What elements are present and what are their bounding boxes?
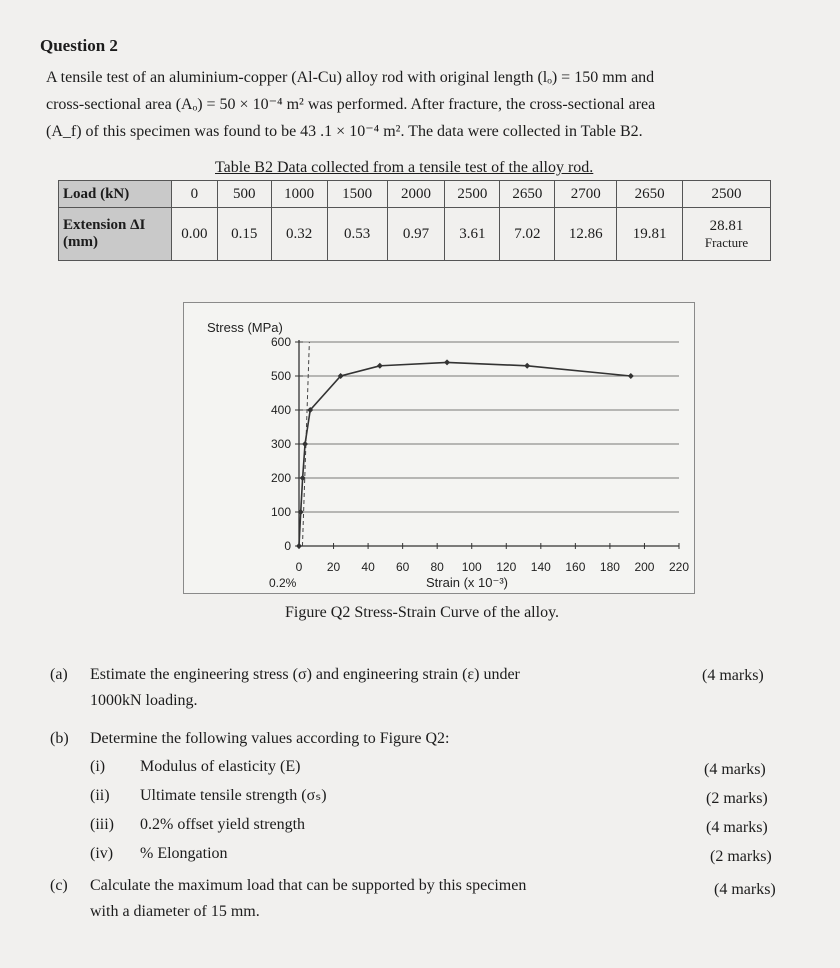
load-cell: 0 <box>171 181 217 208</box>
intro-line-3: (A_f) of this specimen was found to be 43 .1 × 10⁻⁴ m². The data were collected in Table B2. <box>46 123 643 140</box>
extension-cell: 7.02 <box>500 208 555 261</box>
data-point <box>302 441 308 447</box>
part-b-iv-text: % Elongation <box>140 845 228 862</box>
part-b-iv-num: (iv) <box>90 845 114 862</box>
x-tick-label: 140 <box>530 560 551 574</box>
part-c-line1: Calculate the maximum load that can be supported by this specimen <box>90 877 527 894</box>
load-cell: 2500 <box>445 181 500 208</box>
load-cell: 2700 <box>555 181 617 208</box>
part-a-marks: (4 marks) <box>702 667 764 684</box>
stress-strain-chart <box>183 302 695 594</box>
data-point <box>377 363 383 369</box>
data-point <box>628 373 634 379</box>
intro-line-2: cross-sectional area (Aₒ) = 50 × 10⁻⁴ m² was performed. After fracture, the cross-sectional area <box>46 96 656 113</box>
y-tick-label: 400 <box>270 403 291 417</box>
table-row-load <box>59 181 771 208</box>
row-header-extension-line1: Extension ΔI <box>63 217 146 233</box>
data-table <box>58 180 771 261</box>
part-b-text: Determine the following values according to Figure Q2: <box>90 730 450 747</box>
x-tick-label: 0 <box>295 560 303 574</box>
extension-cell: 0.97 <box>387 208 445 261</box>
data-point <box>296 543 302 549</box>
extension-last-value: 28.81 <box>709 217 744 234</box>
x-tick-label: 180 <box>599 560 620 574</box>
question-title: Question 2 <box>40 36 118 55</box>
row-header-extension-line2: (mm) <box>63 234 98 250</box>
data-point <box>444 359 450 365</box>
extension-cell: 0.00 <box>171 208 217 261</box>
part-b-ii-marks: (2 marks) <box>706 790 768 807</box>
figure-caption: Figure Q2 Stress-Strain Curve of the alloy. <box>285 604 560 621</box>
part-b-label: (b) <box>50 730 69 747</box>
y-tick-label: 600 <box>270 335 291 349</box>
x-tick-label: 120 <box>496 560 517 574</box>
extension-cell: 0.15 <box>217 208 271 261</box>
part-b-iii-marks: (4 marks) <box>706 819 768 836</box>
y-axis-title: Stress (MPa) <box>207 320 283 335</box>
part-a-text <box>90 662 660 714</box>
extension-cell: 0.53 <box>327 208 387 261</box>
load-cell: 1000 <box>271 181 327 208</box>
x-tick-label: 40 <box>361 560 375 574</box>
stress-strain-line <box>299 362 631 546</box>
x-axis-title: Strain (x 10⁻³) <box>426 575 508 590</box>
part-b-iii-text: 0.2% offset yield strength <box>140 816 306 833</box>
data-point <box>524 363 530 369</box>
load-cell: 2500 <box>683 181 771 208</box>
x-tick-label: 80 <box>430 560 444 574</box>
part-a-label: (a) <box>50 666 68 683</box>
part-b-ii-text: Ultimate tensile strength (σₛ) <box>140 787 327 804</box>
part-b-i-marks: (4 marks) <box>704 761 766 778</box>
load-cell: 1500 <box>327 181 387 208</box>
extension-cell-last <box>683 208 771 261</box>
x-tick-label: 160 <box>565 560 586 574</box>
table-caption: Table B2 Data collected from a tensile test of the alloy rod. <box>215 159 594 176</box>
offset-label: 0.2% <box>269 576 297 590</box>
part-c-text <box>90 873 690 925</box>
fracture-label: Fracture <box>704 234 749 250</box>
part-a-line2: 1000kN loading. <box>90 692 198 709</box>
part-c-line2: with a diameter of 15 mm. <box>90 903 260 920</box>
extension-cell: 12.86 <box>555 208 617 261</box>
y-tick-label: 200 <box>270 471 291 485</box>
table-row-extension <box>59 208 771 261</box>
y-tick-label: 500 <box>270 369 291 383</box>
intro-line-1: A tensile test of an aluminium-copper (Al-Cu) alloy rod with original length (lₒ) = 150 mm and <box>46 69 655 86</box>
part-b-i-num: (i) <box>90 758 106 775</box>
y-tick-label: 100 <box>270 505 291 519</box>
x-tick-label: 220 <box>668 560 690 574</box>
part-b-ii-num: (ii) <box>90 787 110 804</box>
x-tick-label: 60 <box>395 560 410 574</box>
question-intro <box>46 64 766 145</box>
load-cell: 2650 <box>617 181 683 208</box>
part-c-marks: (4 marks) <box>714 881 776 898</box>
extension-cell: 0.32 <box>271 208 327 261</box>
part-b-i-text: Modulus of elasticity (E) <box>140 758 301 775</box>
x-tick-label: 200 <box>634 560 655 574</box>
load-cell: 2650 <box>500 181 555 208</box>
row-header-load: Load (kN) <box>59 181 172 208</box>
y-tick-label: 300 <box>270 437 291 451</box>
load-cell: 2000 <box>387 181 445 208</box>
y-tick-label: 0 <box>284 539 291 553</box>
part-b-iii-num: (iii) <box>90 816 114 833</box>
extension-cell: 3.61 <box>445 208 500 261</box>
x-tick-label: 100 <box>461 560 482 574</box>
load-cell: 500 <box>217 181 271 208</box>
row-header-extension <box>59 208 172 261</box>
part-b-iv-marks: (2 marks) <box>710 848 772 865</box>
extension-cell: 19.81 <box>617 208 683 261</box>
part-a-line1: Estimate the engineering stress (σ) and engineering strain (ε) under <box>90 666 520 683</box>
part-c-label: (c) <box>50 877 68 894</box>
x-tick-label: 20 <box>326 560 341 574</box>
